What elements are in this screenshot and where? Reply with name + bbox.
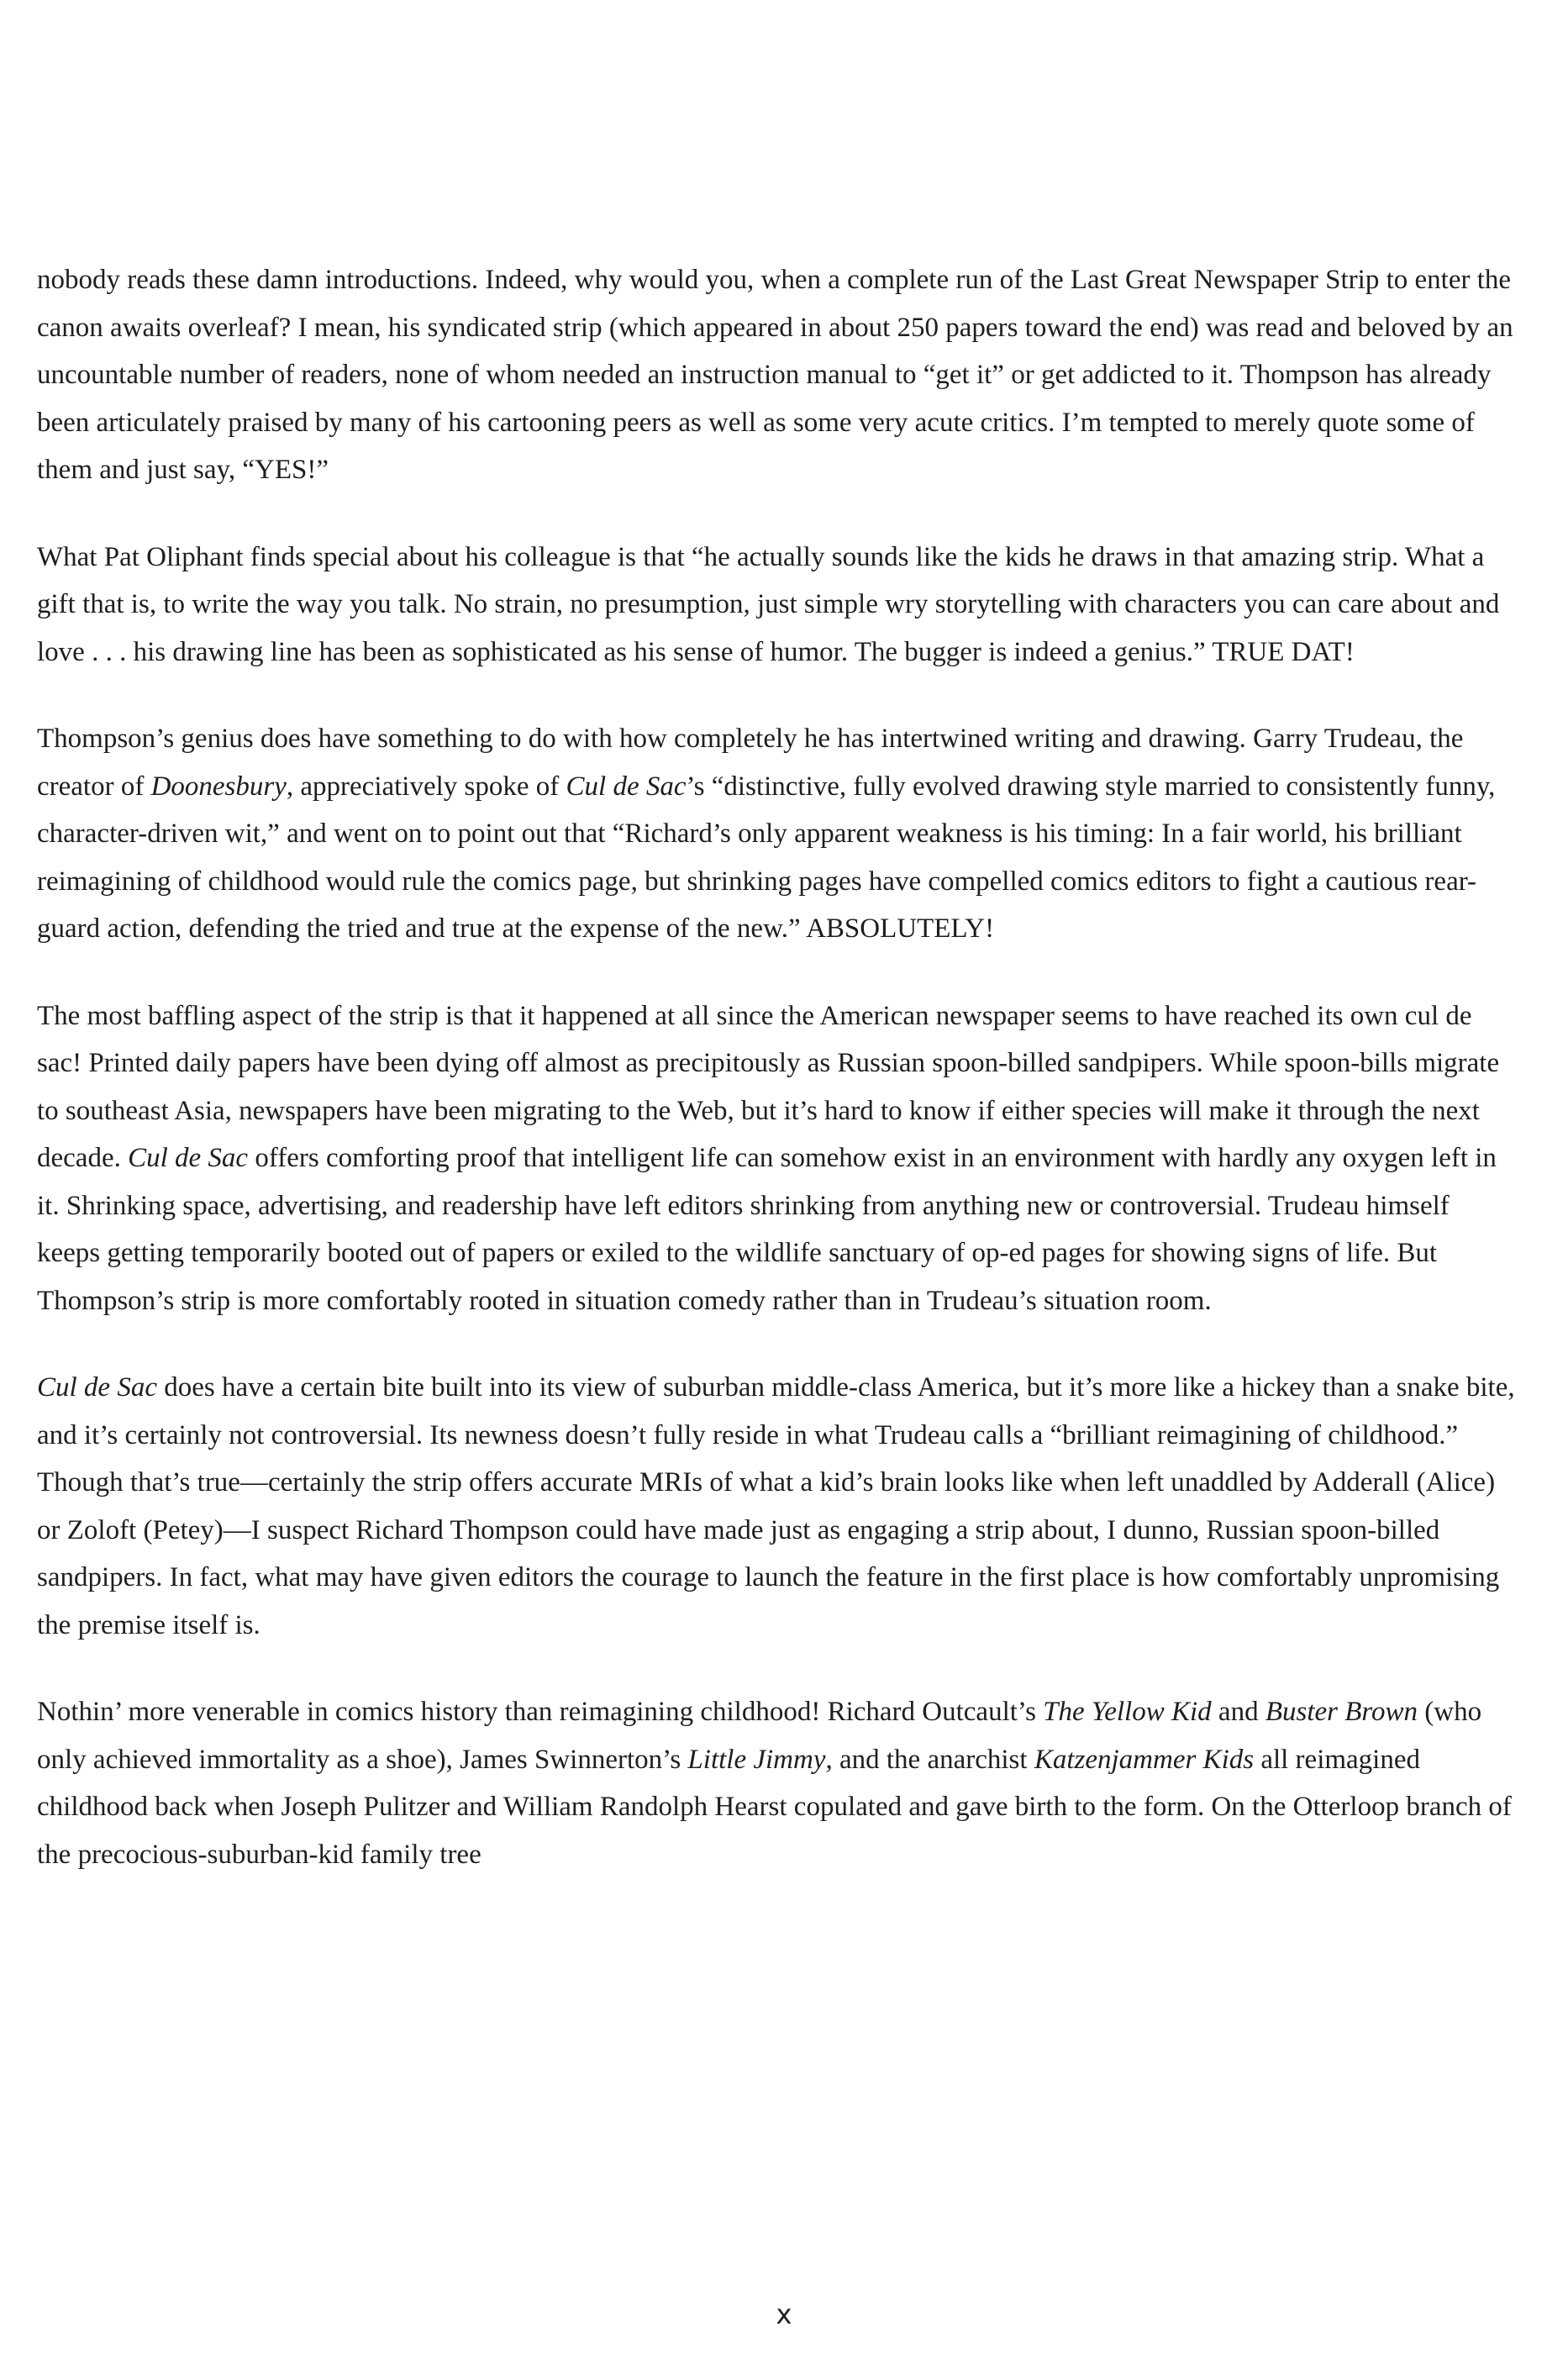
text-run: ’s “distinctive, fully evolved drawing style married to consistently funny, character-driven wit,” and went on to point out that “Richard’s only apparent weakness is his timing: In a fair world, his brilliant reimagining of childhood would rule the comics page, but shrinking pages have compelled comics editors to fight a cautious rear-guard action, defending the tried and true at the expense of the new.” ABSOLUTELY!	[37, 771, 1496, 944]
text-run: , appreciatively spoke of	[286, 771, 566, 802]
italic-title: The Yellow Kid	[1043, 1697, 1212, 1727]
italic-title: Katzenjammer Kids	[1034, 1744, 1255, 1775]
paragraph	[37, 256, 1516, 494]
text-run: What Pat Oliphant finds special about his colleague is that “he actually sounds like the kids he draws in that amazing strip. What a gift that is, to write the way you talk. No strain, no presumption, just simple wry storytelling with characters you can care about and love . . . his drawing line has been as sophisticated as his sense of humor. The bugger is indeed a genius.” TRUE DAT!	[37, 541, 1500, 667]
italic-title: Cul de Sac	[566, 771, 687, 802]
text-run: (who only achieved immortality as a shoe), James Swinnerton’s	[37, 1697, 1482, 1775]
text-run: all reimagined childhood back when Joseph Pulitzer and William Randolph Hearst copulated and gave birth to the form. On the Otterloop branch of the precocious-suburban-kid family tree	[37, 1744, 1512, 1870]
paragraph	[37, 1364, 1516, 1649]
text-run: offers comforting proof that intelligent life can somehow exist in an environment with hardly any oxygen left in it. Shrinking space, advertising, and readership have left editors shrinking from anything new or controversial. Trudeau himself keeps getting temporarily booted out of papers or exiled to the wildlife sanctuary of op-ed pages for showing signs of life. But Thompson’s strip is more comfortably rooted in situation comedy rather than in Trudeau’s situation room.	[37, 1143, 1497, 1316]
italic-title: Doonesbury	[150, 771, 287, 802]
text-run: and	[1211, 1697, 1265, 1727]
italic-title: Buster Brown	[1265, 1697, 1418, 1727]
paragraph	[37, 992, 1516, 1325]
text-run: does have a certain bite built into its view of suburban middle-class America, but it’s more like a hickey than a snake bite, and it’s certainly not controversial. Its newness doesn’t fully reside in what Trudeau calls a “brilliant reimagining of childhood.” Though that’s true—certainly the strip offers accurate MRIs of what a kid’s brain looks like when left unaddled by Adderall (Alice) or Zoloft (Petey)—I suspect Richard Thompson could have made just as engaging a strip about, I dunno, Russian spoon-billed sandpipers. In fact, what may have given editors the courage to launch the feature in the first place is how comfortably unpromising the premise itself is.	[37, 1372, 1515, 1640]
text-run: The most baffling aspect of the strip is that it happened at all since the American newspaper seems to have reached its own cul de sac! Printed daily papers have been dying off almost as precipitously as Russian spoon-billed sandpipers. While spoon-bills migrate to southeast Asia, newspapers have been migrating to the Web, but it’s hard to know if either species will make it through the next decade.	[37, 1000, 1500, 1173]
text-run: nobody reads these damn introductions. Indeed, why would you, when a complete run of the Last Great Newspaper Strip to enter the canon awaits overleaf? I mean, his syndicated strip (which appeared in about 250 papers toward the end) was read and beloved by an uncountable number of readers, none of whom needed an instruction manual to “get it” or get addicted to it. Thompson has already been articulately praised by many of his cartooning peers as well as some very acute critics. I’m tempted to merely quote some of them and just say, “YES!”	[37, 265, 1513, 485]
paragraph	[37, 715, 1516, 953]
page-number: x	[776, 2298, 792, 2330]
italic-title: Cul de Sac	[128, 1143, 249, 1173]
paragraph	[37, 534, 1516, 676]
italic-title: Little Jimmy	[687, 1744, 826, 1775]
italic-title: Cul de Sac	[37, 1372, 157, 1403]
text-run: Nothin’ more venerable in comics history than reimagining childhood! Richard Outcault’s	[37, 1697, 1044, 1727]
body-text	[37, 256, 1516, 1918]
text-run: , and the anarchist	[825, 1744, 1034, 1775]
paragraph	[37, 1688, 1516, 1878]
text-run: Thompson’s genius does have something to do with how completely he has intertwined writing and drawing. Garry Trudeau, the creator of	[37, 724, 1464, 802]
